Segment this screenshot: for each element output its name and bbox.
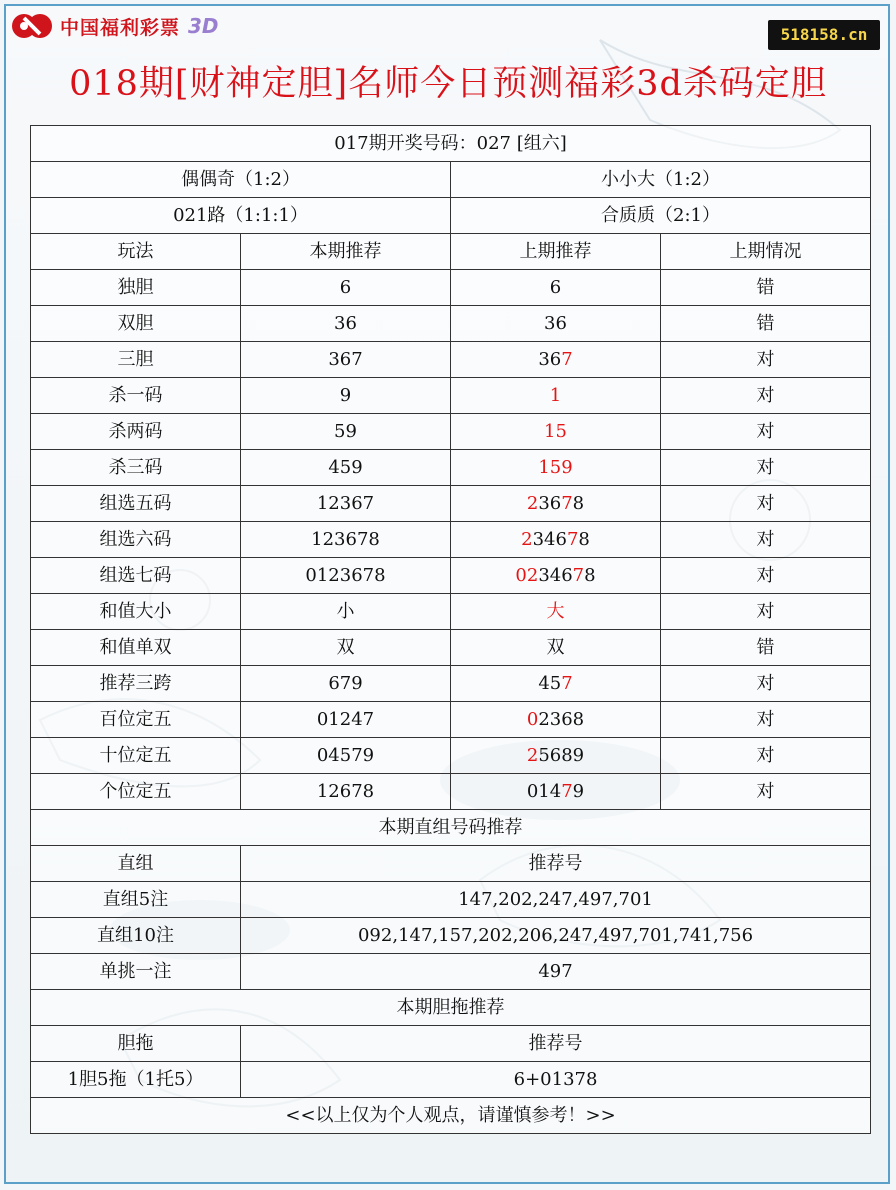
- drag-header-label: 胆拖: [31, 1026, 241, 1062]
- summary-row: [31, 198, 871, 234]
- direct-label: 单挑一注: [31, 954, 241, 990]
- previous-result: 对: [661, 450, 871, 486]
- previous-segment: 2: [526, 493, 539, 514]
- table-header-row: [31, 234, 871, 270]
- previous-recommendation: [451, 594, 661, 630]
- play-name: 推荐三跨: [31, 666, 241, 702]
- table-row: [31, 378, 871, 414]
- previous-segment: 7: [561, 349, 573, 370]
- previous-recommendation: [451, 630, 661, 666]
- previous-segment: 014: [526, 781, 562, 802]
- previous-segment: 02: [515, 565, 539, 586]
- table-row: [31, 630, 871, 666]
- previous-segment: 159: [538, 457, 573, 478]
- table-row: [31, 558, 871, 594]
- previous-segment: 8: [572, 493, 585, 514]
- previous-recommendation: [451, 270, 661, 306]
- previous-result: 对: [661, 522, 871, 558]
- current-recommendation: 12678: [241, 774, 451, 810]
- previous-result: 对: [661, 414, 871, 450]
- play-name: 独胆: [31, 270, 241, 306]
- direct-row: [31, 918, 871, 954]
- previous-result: 错: [661, 270, 871, 306]
- previous-recommendation: [451, 414, 661, 450]
- previous-recommendation: [451, 774, 661, 810]
- direct-numbers: 147,202,247,497,701: [241, 882, 871, 918]
- current-recommendation: 123678: [241, 522, 451, 558]
- table-row: [31, 450, 871, 486]
- play-name: 和值单双: [31, 630, 241, 666]
- previous-segment: 15: [544, 421, 567, 442]
- play-name: 十位定五: [31, 738, 241, 774]
- footer-note[interactable]: <<以上仅为个人观点，请谨慎参考！>>: [31, 1098, 871, 1134]
- current-recommendation: 01247: [241, 702, 451, 738]
- previous-segment: 2: [521, 529, 533, 550]
- table-row: [31, 486, 871, 522]
- play-name: 和值大小: [31, 594, 241, 630]
- table-row: [31, 414, 871, 450]
- previous-segment: 36: [538, 349, 562, 370]
- page-title: 018期[财神定胆]名师今日预测福彩3d杀码定胆: [69, 64, 827, 104]
- previous-result: 错: [661, 306, 871, 342]
- site-badge[interactable]: 518158.cn: [768, 20, 880, 50]
- section-title: 本期胆拖推荐: [31, 990, 871, 1026]
- draw-row: [31, 126, 871, 162]
- previous-recommendation: [451, 666, 661, 702]
- previous-recommendation: [451, 450, 661, 486]
- previous-segment: 大: [546, 601, 565, 622]
- current-recommendation: 679: [241, 666, 451, 702]
- play-name: 杀两码: [31, 414, 241, 450]
- play-name: 组选五码: [31, 486, 241, 522]
- previous-segment: 5689: [538, 745, 585, 766]
- previous-segment: 7: [572, 565, 585, 586]
- previous-segment: 7: [561, 493, 573, 514]
- previous-result: 对: [661, 378, 871, 414]
- direct-label: 直组5注: [31, 882, 241, 918]
- previous-segment: 7: [561, 673, 573, 694]
- drag-numbers: 6+01378: [241, 1062, 871, 1098]
- current-recommendation: 0123678: [241, 558, 451, 594]
- table-row: [31, 774, 871, 810]
- previous-recommendation: [451, 378, 661, 414]
- previous-segment: 346: [538, 565, 573, 586]
- header-current: 本期推荐: [241, 234, 451, 270]
- previous-segment: 2368: [538, 709, 585, 730]
- drag-label: 1胆5拖（1托5）: [31, 1062, 241, 1098]
- play-name: 组选七码: [31, 558, 241, 594]
- summary-row: [31, 162, 871, 198]
- previous-segment: 9: [572, 781, 585, 802]
- play-name: 双胆: [31, 306, 241, 342]
- previous-result: 对: [661, 558, 871, 594]
- table-row: [31, 522, 871, 558]
- previous-result: 对: [661, 486, 871, 522]
- odd-even-ratio: 偶偶奇（1:2）: [31, 162, 451, 198]
- play-name: 组选六码: [31, 522, 241, 558]
- play-name: 杀三码: [31, 450, 241, 486]
- current-recommendation: 6: [241, 270, 451, 306]
- previous-recommendation: [451, 702, 661, 738]
- previous-segment: 2: [526, 745, 539, 766]
- previous-segment: 45: [538, 673, 562, 694]
- lottery-logo-icon: [10, 8, 54, 44]
- current-recommendation: 36: [241, 306, 451, 342]
- previous-result: 对: [661, 594, 871, 630]
- direct-row: [31, 954, 871, 990]
- route-ratio: 021路（1:1:1）: [31, 198, 451, 234]
- play-name: 个位定五: [31, 774, 241, 810]
- direct-header-value: 推荐号: [241, 846, 871, 882]
- previous-segment: 8: [584, 565, 596, 586]
- section-title-row: [31, 990, 871, 1026]
- current-recommendation: 59: [241, 414, 451, 450]
- previous-segment: 346: [532, 529, 567, 550]
- section-title-row: [31, 810, 871, 846]
- table-row: [31, 702, 871, 738]
- previous-recommendation: [451, 342, 661, 378]
- previous-recommendation: [451, 738, 661, 774]
- previous-segment: 0: [526, 709, 539, 730]
- lottery-logo: [10, 8, 219, 44]
- previous-result: 对: [661, 774, 871, 810]
- direct-label: 直组10注: [31, 918, 241, 954]
- table-row: [31, 666, 871, 702]
- table-row: [31, 342, 871, 378]
- direct-header-label: 直组: [31, 846, 241, 882]
- play-name: 百位定五: [31, 702, 241, 738]
- play-name: 杀一码: [31, 378, 241, 414]
- current-recommendation: 9: [241, 378, 451, 414]
- previous-result: 对: [661, 738, 871, 774]
- current-recommendation: 双: [241, 630, 451, 666]
- previous-recommendation: [451, 522, 661, 558]
- direct-header-row: [31, 846, 871, 882]
- table-row: [31, 306, 871, 342]
- previous-recommendation: [451, 558, 661, 594]
- previous-segment: 双: [546, 637, 565, 658]
- prime-ratio: 合质质（2:1）: [451, 198, 871, 234]
- previous-segment: 6: [549, 277, 562, 298]
- current-recommendation: 459: [241, 450, 451, 486]
- size-ratio: 小小大（1:2）: [451, 162, 871, 198]
- direct-numbers: 092,147,157,202,206,247,497,701,741,756: [241, 918, 871, 954]
- header-result: 上期情况: [661, 234, 871, 270]
- direct-row: [31, 882, 871, 918]
- previous-segment: 8: [578, 529, 590, 550]
- drag-header-value: 推荐号: [241, 1026, 871, 1062]
- play-name: 三胆: [31, 342, 241, 378]
- table-row: [31, 594, 871, 630]
- previous-result: 对: [661, 666, 871, 702]
- current-recommendation: 367: [241, 342, 451, 378]
- prediction-table: [30, 125, 871, 1134]
- previous-result: 错: [661, 630, 871, 666]
- current-recommendation: 小: [241, 594, 451, 630]
- draw-result: 017期开奖号码：027 [组六]: [31, 126, 871, 162]
- previous-segment: 36: [544, 313, 567, 334]
- previous-result: 对: [661, 702, 871, 738]
- previous-segment: 36: [538, 493, 562, 514]
- logo-text: 中国福利彩票: [60, 16, 181, 39]
- current-recommendation: 12367: [241, 486, 451, 522]
- footer-row: [31, 1098, 871, 1134]
- previous-segment: 7: [566, 529, 579, 550]
- drag-header-row: [31, 1026, 871, 1062]
- table-row: [31, 270, 871, 306]
- logo-3d-mark: 3D: [188, 14, 219, 38]
- previous-segment: 7: [561, 781, 573, 802]
- drag-row: [31, 1062, 871, 1098]
- previous-recommendation: [451, 486, 661, 522]
- previous-recommendation: [451, 306, 661, 342]
- section-title: 本期直组号码推荐: [31, 810, 871, 846]
- current-recommendation: 04579: [241, 738, 451, 774]
- direct-numbers: 497: [241, 954, 871, 990]
- header-previous: 上期推荐: [451, 234, 661, 270]
- header-play: 玩法: [31, 234, 241, 270]
- table-row: [31, 738, 871, 774]
- previous-result: 对: [661, 342, 871, 378]
- previous-segment: 1: [549, 385, 562, 406]
